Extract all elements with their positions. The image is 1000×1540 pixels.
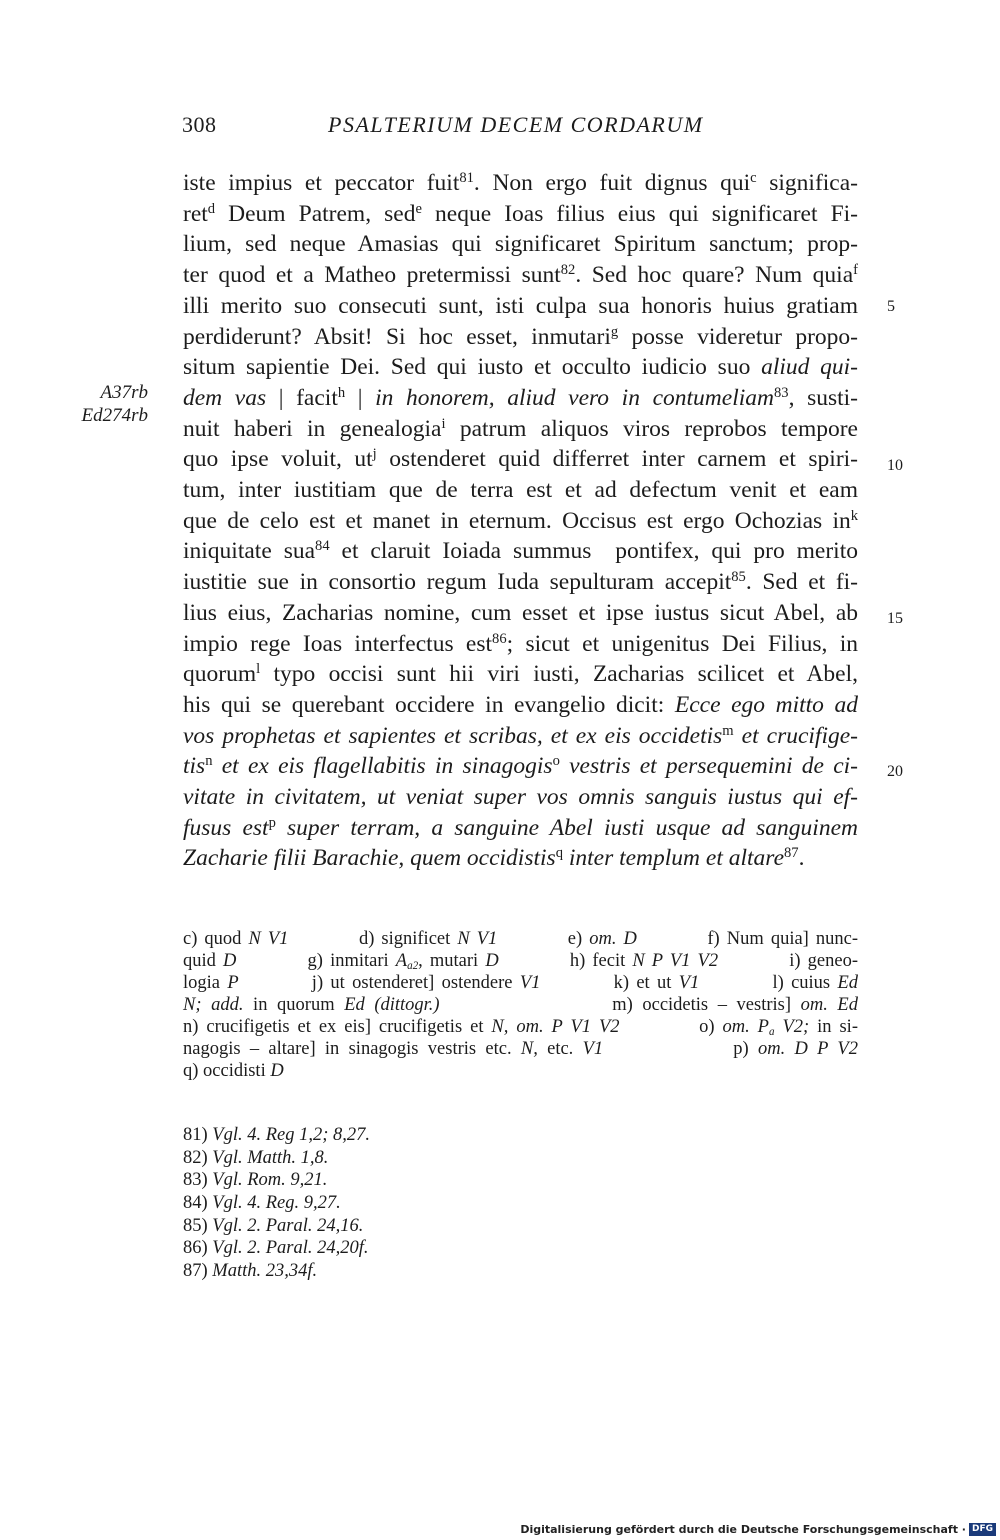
text-line: tum, inter iustitiam que de terra est et ad defectum venit et eam: [183, 477, 858, 503]
line-number: 20: [887, 763, 903, 780]
source-notes: [183, 1124, 858, 1283]
text-line: perdiderunt? Absit! Si hoc esset, inmutari$^g$ posse videretur propo-: [183, 323, 858, 350]
text-line: illi merito suo consecuti sunt, isti culpa sua honoris huius gratiam: [183, 292, 858, 319]
text-line: situm sapientie Dei. Sed qui iusto et occulto iudicio suo aliud qui-: [183, 354, 858, 381]
footer-credit: [520, 1523, 996, 1536]
apparatus-line: N; add. in quorum Ed (dittogr.) m) occidetis – vestris] om. Ed: [183, 995, 858, 1015]
apparatus-line: quid D g) inmitari $A_{a2}$, mutari D h) fecit N P V1 V2 i) geneo-: [183, 951, 859, 972]
line-number: 5: [887, 298, 895, 315]
margin-reference: Ed274rb: [81, 405, 148, 426]
source-note: 84) Vgl. 4. Reg. 9,27.: [183, 1193, 341, 1214]
margin-reference: A37rb: [100, 382, 148, 403]
source-note: 82) Vgl. Matth. 1,8.: [183, 1147, 329, 1168]
text-line: iste impius et peccator fuit$^{81}$. Non ergo fuit dignus qui$^c$ significa-: [183, 170, 858, 196]
text-line: quorum$^l$ typo occisi sunt hii viri iusti, Zacharias scilicet et Abel,: [183, 661, 858, 688]
dfg-logo: DFG: [969, 1523, 996, 1536]
text-line: his qui se querebant occidere in evangelio dicit: Ecce ego mitto ad: [183, 691, 858, 718]
text-line: nuit haberi in genealogia$^i$ patrum aliquos viros reprobos tempore: [183, 415, 858, 442]
text-line: dem vas | facit$^h$ | in honorem, aliud vero in contumeliam$^{83}$, susti-: [183, 384, 858, 411]
footer-text: Digitalisierung gefördert durch die Deutsche Forschungsgemeinschaft ·: [520, 1523, 966, 1536]
apparatus-line: c) quod N V1 d) significet N V1 e) om. D f) Num quia] nunc-: [183, 929, 859, 949]
apparatus-line: q) occidisti D: [183, 1061, 284, 1081]
text-line: iniquitate sua$^{84}$ et claruit Ioiada summus pontifex, qui pro merito: [183, 538, 858, 565]
line-number: 15: [887, 610, 903, 627]
source-note: 85) Vgl. 2. Paral. 24,16.: [183, 1215, 364, 1236]
page-number: 308: [182, 112, 217, 137]
source-note: 81) Vgl. 4. Reg 1,2; 8,27.: [183, 1125, 371, 1145]
text-line: impio rege Ioas interfectus est$^{86}$; sicut et unigenitus Dei Filius, in: [183, 630, 858, 657]
text-line: iustitie sue in consortio regum Iuda sepulturam accepit$^{85}$. Sed et fi-: [183, 569, 858, 596]
text-line: fusus est$^p$ super terram, a sanguine Abel iusti usque ad sanguinem: [183, 814, 858, 841]
running-title: PSALTERIUM DECEM CORDARUM: [328, 112, 704, 137]
line-number: 10: [887, 457, 903, 474]
apparatus-line: nagogis – altare] in sinagogis vestris etc. N, etc. V1 p) om. D P V2: [183, 1039, 858, 1059]
text-line: vitate in civitatem, ut veniat super vos omnis sanguis iustus qui ef-: [183, 784, 858, 810]
text-line: que de celo est et manet in eternum. Occisus est ergo Ochozias $in^k$: [183, 507, 858, 534]
text-line: ret$^d$ Deum Patrem, sed$^e$ neque Ioas filius eius qui significaret Fi-: [183, 200, 858, 227]
text-line: Zacharie filii Barachie, quem occidistis$^q$ inter templum et altare$^{87}$.: [183, 845, 805, 872]
running-header: [0, 112, 1000, 144]
text-line: lius eius, Zacharias nomine, cum esset et ipse iustus sicut Abel, ab: [183, 599, 858, 626]
text-line: quo ipse voluit, $ut^j$ ostenderet quid differret inter carnem et spiri-: [183, 446, 858, 473]
source-note: 86) Vgl. 2. Paral. 24,20f.: [183, 1238, 369, 1259]
text-line: vos prophetas et sapientes et scribas, et ex eis occidetis$^m$ et crucifige-: [183, 722, 858, 749]
text-line: ter quod et a Matheo pretermissi sunt$^{82}$. Sed hoc quare? Num quia$^f$: [183, 262, 858, 289]
source-note: 83) Vgl. Rom. 9,21.: [183, 1170, 328, 1191]
text-line: tis$^n$ et ex eis flagellabitis in sinagogis$^o$ vestris et persequemini de ci-: [183, 753, 858, 780]
source-note: 87) Matth. 23,34f.: [183, 1261, 318, 1282]
critical-apparatus: [183, 928, 858, 1082]
apparatus-line: logia P j) ut ostenderet] ostendere V1 k) et ut V1 l) cuius Ed: [183, 973, 858, 993]
apparatus-line: n) crucifigetis et ex eis] crucifigetis et N, om. P V1 V2 o) om. $P_a$ V2; in si-: [183, 1017, 858, 1038]
text-line: lium, sed neque Amasias qui significaret Spiritum sanctum; prop-: [183, 231, 858, 258]
